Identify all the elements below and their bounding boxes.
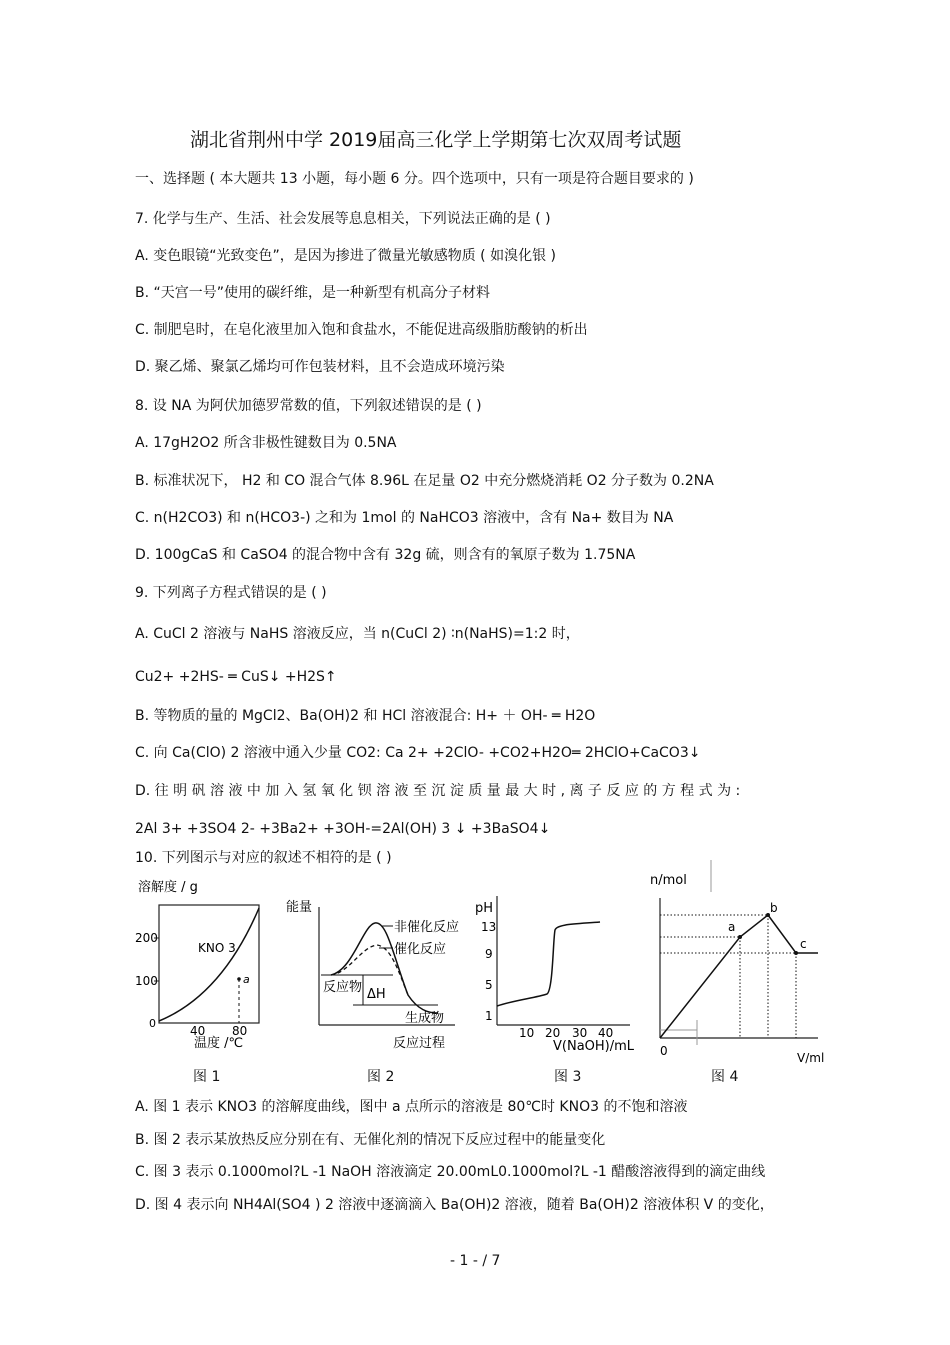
q8-option-d: D. 100gCaS 和 CaSO4 的混合物中含有 32g 硫，则含有的氧原子数为 1.75NA <box>135 547 636 563</box>
fig1-point-label: a <box>243 973 250 986</box>
q9-option-c: C. 向 Ca(ClO) 2 溶液中通入少量 CO2: Ca 2+ +2ClO- +CO2+H2O═ 2HClO+CaCO3↓ <box>135 745 701 761</box>
q9-option-b: B. 等物质的量的 MgCl2、Ba(OH)2 和 HCl 溶液混合: H+ ＋ OH- ═ H2O <box>135 708 596 724</box>
q8-stem: 8. 设 NA 为阿伏加德罗常数的值，下列叙述错误的是 ( ) <box>135 398 482 414</box>
fig3-xtick: 10 <box>519 1026 535 1040</box>
fig3-titration-curve <box>497 922 600 1006</box>
fig2-caption: 图 2 <box>367 1069 395 1085</box>
q8-option-b: B. 标准状况下， H2 和 CO 混合气体 8.96L 在足量 O2 中充分燃烧消耗 O2 分子数为 0.2NA <box>135 473 714 489</box>
fig2-xlabel: 反应过程 <box>393 1036 446 1051</box>
fig3-ytick: 13 <box>481 920 497 934</box>
figure-4 <box>640 860 830 1065</box>
q7-stem: 7. 化学与生产、生活、社会发展等息息相关，下列说法正确的是 ( ) <box>135 211 551 227</box>
fig1-ytick: 200 <box>135 931 158 945</box>
q10-option-c: C. 图 3 表示 0.1000mol?L -1 NaOH 溶液滴定 20.00mL0.1000mol?L -1 醋酸溶液得到的滴定曲线 <box>135 1164 766 1180</box>
figure-1 <box>132 875 272 1050</box>
fig4-origin: 0 <box>660 1044 668 1058</box>
fig3-xtick: 20 <box>545 1026 561 1040</box>
fig4-point-c-label: c <box>800 937 807 951</box>
fig3-ylabel: pH <box>475 901 494 916</box>
fig1-ytick: 0 <box>149 1017 156 1030</box>
fig4-point-c <box>794 951 798 955</box>
fig1-xlabel: 温度 /℃ <box>194 1036 244 1050</box>
q10-option-a: A. 图 1 表示 KNO3 的溶解度曲线，图中 a 点所示的溶液是 80℃时 KNO3 的不饱和溶液 <box>135 1099 688 1115</box>
q7-option-a: A. 变色眼镜“光致变色”，是因为掺进了微量光敏感物质 ( 如溴化银 ) <box>135 248 557 264</box>
fig1-ytick: 100 <box>135 974 158 988</box>
q8-option-a: A. 17gH2O2 所含非极性键数目为 0.5NA <box>135 435 397 451</box>
q7-option-d: D. 聚乙烯、聚氯乙烯均可作包装材料，且不会造成环境污染 <box>135 359 505 375</box>
fig1-frame <box>159 905 259 1023</box>
fig1-xtick: 80 <box>232 1024 248 1038</box>
fig4-caption: 图 4 <box>711 1069 739 1085</box>
q7-option-c: C. 制肥皂时，在皂化液里加入饱和食盐水，不能促进高级脂肪酸钠的析出 <box>135 322 588 338</box>
fig4-point-b-label: b <box>770 901 778 915</box>
fig1-point-a <box>237 977 241 981</box>
fig2-ylabel: 能量 <box>286 900 313 915</box>
fig1-ylabel: 溶解度 / g <box>138 880 198 895</box>
fig3-caption: 图 3 <box>554 1069 582 1085</box>
fig4-point-a <box>738 935 742 939</box>
q9-option-a-line2: Cu2+ +2HS- ═ CuS↓ +H2S↑ <box>135 669 337 685</box>
fig4-point-a-label: a <box>728 920 736 934</box>
q10-stem: 10. 下列图示与对应的叙述不相符的是 ( ) <box>135 850 392 866</box>
fig1-solubility-curve <box>159 908 259 1021</box>
q8-option-c: C. n(H2CO3) 和 n(HCO3-) 之和为 1mol 的 NaHCO3 溶液中，含有 Na+ 数目为 NA <box>135 510 674 526</box>
page-title: 湖北省荆州中学 2019届高三化学上学期第七次双周考试题 <box>190 129 682 151</box>
q10-option-d: D. 图 4 表示向 NH4Al(SO4 ) 2 溶液中逐滴滴入 Ba(OH)2 溶液，随着 Ba(OH)2 溶液体积 V 的变化， <box>135 1197 774 1213</box>
fig3-xtick: 30 <box>572 1026 588 1040</box>
q9-option-d-line1: D. 往 明 矾 溶 液 中 加 入 氢 氧 化 钡 溶 液 至 沉 淀 质 量 最 大 时 , 离 子 反 应 的 方 程 式 为 : <box>135 783 741 799</box>
fig1-caption: 图 1 <box>193 1069 221 1085</box>
q7-option-b: B. “天宫一号”使用的碳纤维，是一种新型有机高分子材料 <box>135 285 491 301</box>
fig1-curve-label: KNO 3 <box>198 941 236 955</box>
figure-3 <box>475 890 635 1055</box>
fig4-xlabel: V/ml <box>797 1051 825 1065</box>
fig4-ylabel: n/mol <box>650 873 687 888</box>
fig4-curve <box>660 915 818 1038</box>
fig1-xtick: 40 <box>190 1024 206 1038</box>
q9-option-d-line2: 2Al 3+ +3SO4 2- +3Ba2+ +3OH-=2Al(OH) 3 ↓ +3BaSO4↓ <box>135 821 551 837</box>
fig3-ytick: 5 <box>485 978 493 992</box>
fig2-reactant-label: 反应物 <box>323 980 363 995</box>
fig2-product-label: 生成物 <box>405 1011 445 1026</box>
fig2-delta-h-label: ΔH <box>367 987 386 1002</box>
fig2-legend-catalyzed: 催化反应 <box>394 942 447 957</box>
section-heading: 一、选择题 ( 本大题共 13 小题，每小题 6 分。四个选项中，只有一项是符合题目要求的 ) <box>135 171 694 187</box>
fig3-ytick: 9 <box>485 947 493 961</box>
q10-option-b: B. 图 2 表示某放热反应分别在有、无催化剂的情况下反应过程中的能量变化 <box>135 1132 606 1148</box>
q9-option-a-line1: A. CuCl 2 溶液与 NaHS 溶液反应，当 n(CuCl 2) ∶n(NaHS)=1:2 时， <box>135 626 580 642</box>
figure-2 <box>283 895 463 1055</box>
fig3-xlabel: V(NaOH)/mL <box>553 1039 635 1054</box>
fig2-legend-uncatalyzed: 非催化反应 <box>394 920 460 935</box>
fig3-xtick: 40 <box>598 1026 614 1040</box>
fig3-ytick: 1 <box>485 1009 493 1023</box>
q9-stem: 9. 下列离子方程式错误的是 ( ) <box>135 585 327 601</box>
page-footer: - 1 - / 7 <box>450 1253 501 1269</box>
